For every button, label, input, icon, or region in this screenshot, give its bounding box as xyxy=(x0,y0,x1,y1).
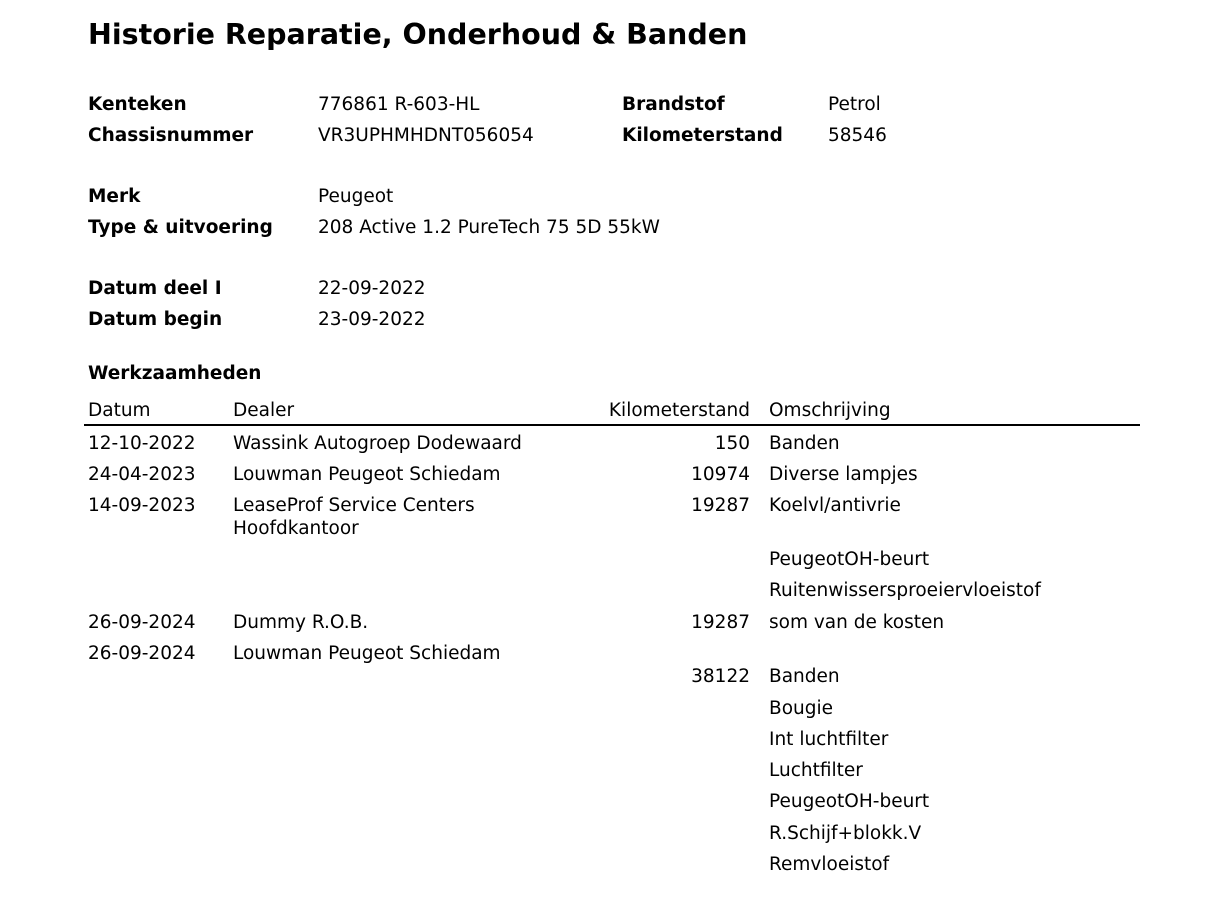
datum-begin-value: 23-09-2022 xyxy=(318,309,426,330)
table-row-omschrijving: PeugeotOH-beurt xyxy=(769,549,930,570)
table-row-datum: 12-10-2022 xyxy=(88,433,196,454)
kilometerstand-label: Kilometerstand xyxy=(622,125,783,146)
table-row-omschrijving: Banden xyxy=(769,666,840,687)
table-row-dealer: Louwman Peugeot Schiedam xyxy=(233,643,501,664)
table-row-kilometerstand: 19287 xyxy=(691,612,750,633)
table-row-omschrijving: Bougie xyxy=(769,698,834,719)
kilometerstand-value: 58546 xyxy=(828,125,887,146)
table-header-divider xyxy=(84,424,1140,426)
table-row-omschrijving: Banden xyxy=(769,433,840,454)
table-row-dealer: Wassink Autogroep Dodewaard xyxy=(233,433,522,454)
kenteken-label: Kenteken xyxy=(88,94,187,115)
table-row-omschrijving: Diverse lampjes xyxy=(769,464,918,485)
table-row-omschrijving: Remvloeistof xyxy=(769,854,890,875)
table-row-kilometerstand: 38122 xyxy=(691,666,750,687)
table-row-omschrijving: som van de kosten xyxy=(769,612,945,633)
chassisnummer-label: Chassisnummer xyxy=(88,125,254,146)
page-title: Historie Reparatie, Onderhoud & Banden xyxy=(88,18,748,51)
table-row-omschrijving: Luchtfilter xyxy=(769,760,863,781)
merk-value: Peugeot xyxy=(318,186,394,207)
table-row-omschrijving: R.Schijf+blokk.V xyxy=(769,823,922,844)
brandstof-label: Brandstof xyxy=(622,94,725,115)
table-row-datum: 14-09-2023 xyxy=(88,495,196,516)
column-header-kilometerstand: Kilometerstand xyxy=(608,400,750,421)
table-row-kilometerstand: 10974 xyxy=(691,464,750,485)
table-row-dealer: Dummy R.O.B. xyxy=(233,612,369,633)
type-uitvoering-label: Type & uitvoering xyxy=(88,217,273,238)
table-row-omschrijving: Ruitenwissersproeiervloeistof xyxy=(769,580,1041,601)
table-row-datum: 26-09-2024 xyxy=(88,643,196,664)
table-row-omschrijving: PeugeotOH-beurt xyxy=(769,791,930,812)
column-header-dealer: Dealer xyxy=(233,400,295,421)
datum-begin-label: Datum begin xyxy=(88,309,223,330)
table-row-dealer: LeaseProf Service Centers xyxy=(233,495,475,516)
table-row-kilometerstand: 150 xyxy=(714,433,750,454)
table-row-kilometerstand: 19287 xyxy=(691,495,750,516)
chassisnummer-value: VR3UPHMHDNT056054 xyxy=(318,125,534,146)
table-row-datum: 26-09-2024 xyxy=(88,612,196,633)
table-row-dealer-line2: Hoofdkantoor xyxy=(233,518,359,539)
kenteken-value: 776861 R-603-HL xyxy=(318,94,480,115)
column-header-omschrijving: Omschrijving xyxy=(769,400,891,421)
column-header-datum: Datum xyxy=(88,400,151,421)
werkzaamheden-heading: Werkzaamheden xyxy=(88,363,262,384)
table-row-datum: 24-04-2023 xyxy=(88,464,196,485)
datum-deel-label: Datum deel I xyxy=(88,278,222,299)
table-row-omschrijving: Koelvl/antivrie xyxy=(769,495,901,516)
merk-label: Merk xyxy=(88,186,141,207)
datum-deel-value: 22-09-2022 xyxy=(318,278,426,299)
type-uitvoering-value: 208 Active 1.2 PureTech 75 5D 55kW xyxy=(318,217,660,238)
brandstof-value: Petrol xyxy=(828,94,881,115)
table-row-dealer: Louwman Peugeot Schiedam xyxy=(233,464,501,485)
table-row-omschrijving: Int luchtfilter xyxy=(769,729,889,750)
